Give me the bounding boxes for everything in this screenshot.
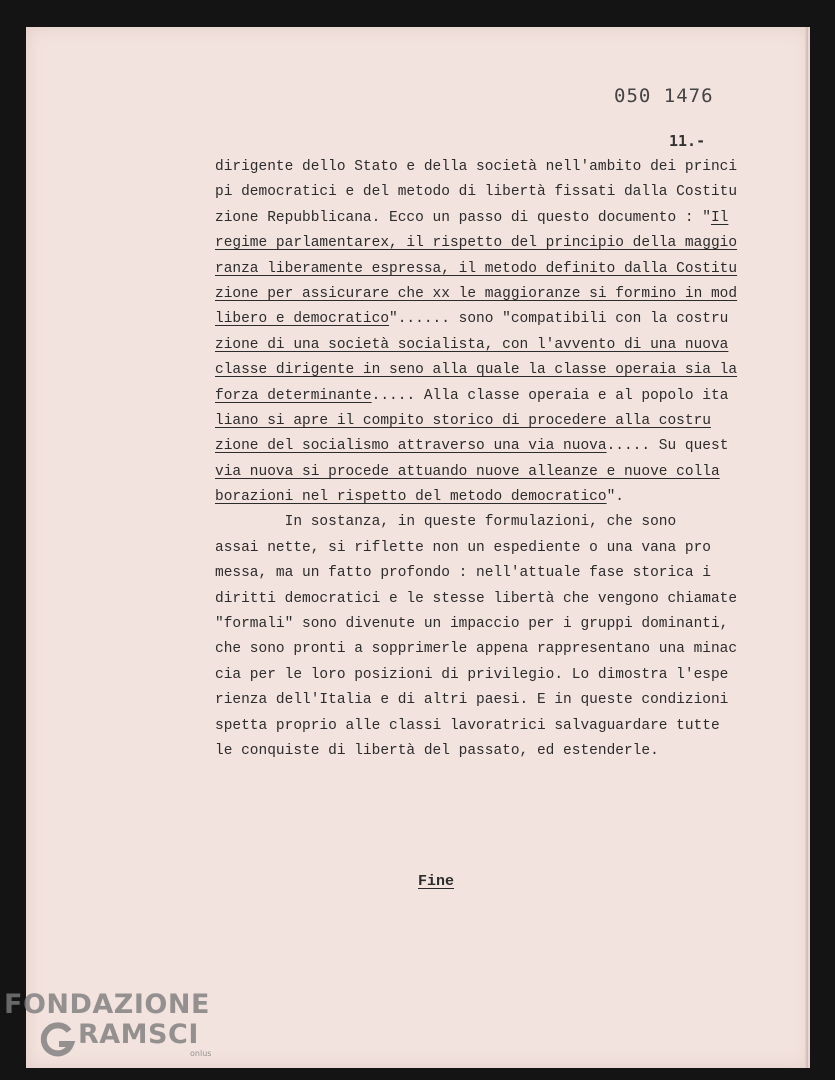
text-line (215, 561, 805, 586)
text-line (215, 180, 805, 205)
text-line (215, 688, 805, 713)
text-line (215, 485, 805, 510)
text-line (215, 384, 805, 409)
text-line (215, 739, 805, 764)
document-body (215, 155, 805, 764)
plain-text: assai nette, si riflette non un espediente o una vana pro (215, 539, 711, 556)
closing-word: Fine (418, 873, 455, 890)
plain-text: ". (606, 489, 624, 506)
text-line (215, 434, 805, 459)
underlined-text: regime parlamentarex, il rispetto del principio della maggio (215, 235, 738, 252)
page-edge (805, 27, 808, 1068)
watermark-line-2: RAMSCI (78, 1019, 199, 1050)
underlined-text: via nuova si procede attuando nuove alleanze e nuove colla (215, 463, 720, 480)
text-line (215, 358, 805, 383)
plain-text: che sono pronti a sopprimerle appena rappresentano una minac (215, 641, 738, 658)
text-line (215, 587, 805, 612)
text-line (215, 155, 805, 180)
text-line (215, 714, 805, 739)
foundation-watermark (4, 990, 214, 1070)
watermark-g-logo-icon (38, 1020, 78, 1060)
underlined-text: ranza liberamente espressa, il metodo definito dalla Costitu (215, 260, 738, 277)
text-line (215, 536, 805, 561)
plain-text: messa, ma un fatto profondo : nell'attuale fase storica i (215, 565, 711, 582)
underlined-text: zione del socialismo attraverso una via nuova (215, 438, 607, 455)
plain-text: In sostanza, in queste formulazioni, che sono (215, 514, 677, 531)
watermark-small-text: onlus (190, 1049, 212, 1058)
plain-text: "formali" sono divenute un impaccio per i gruppi dominanti, (215, 616, 729, 633)
text-line (215, 510, 805, 535)
text-line (215, 307, 805, 332)
text-line (215, 231, 805, 256)
text-line (215, 282, 805, 307)
document-number: 050 1476 (614, 85, 714, 107)
plain-text: ..... Alla classe operaia e al popolo ita (371, 387, 729, 404)
plain-text: cia per le loro posizioni di privilegio. Lo dimostra l'espe (215, 666, 729, 683)
underlined-text: zione di una società socialista, con l'avvento di una nuova (215, 336, 729, 353)
plain-text: spetta proprio alle classi lavoratrici salvaguardare tutte (215, 717, 720, 734)
plain-text: "...... sono "compatibili con la costru (389, 311, 729, 328)
underlined-text: classe dirigente in seno alla quale la classe operaia sia la (215, 362, 738, 379)
plain-text: zione Repubblicana. Ecco un passo di questo documento : " (215, 209, 711, 226)
text-line (215, 409, 805, 434)
text-line (215, 257, 805, 282)
plain-text: le conquiste di libertà del passato, ed estenderle. (215, 742, 659, 759)
underlined-text: libero e democratico (215, 311, 390, 328)
text-line (215, 206, 805, 231)
plain-text: pi democratici e del metodo di libertà fissati dalla Costitu (215, 184, 738, 201)
text-line (215, 460, 805, 485)
plain-text: ..... Su quest (606, 438, 729, 455)
plain-text: rienza dell'Italia e di altri paesi. E in queste condizioni (215, 692, 729, 709)
underlined-text: zione per assicurare che xx le maggioranze si formino in mod (215, 285, 738, 302)
text-line (215, 333, 805, 358)
text-line (215, 663, 805, 688)
text-line (215, 637, 805, 662)
plain-text: dirigente dello Stato e della società nell'ambito dei princi (215, 159, 738, 175)
page-number: 11.- (669, 132, 706, 150)
underlined-text: liano si apre il compito storico di procedere alla costru (215, 412, 711, 429)
underlined-text: borazioni nel rispetto del metodo democratico (215, 489, 607, 506)
underlined-text: forza determinante (215, 387, 372, 404)
watermark-line-1: FONDAZIONE (4, 989, 210, 1020)
text-line (215, 612, 805, 637)
plain-text: diritti democratici e le stesse libertà che vengono chiamate (215, 590, 738, 607)
underlined-text: Il (710, 209, 729, 226)
